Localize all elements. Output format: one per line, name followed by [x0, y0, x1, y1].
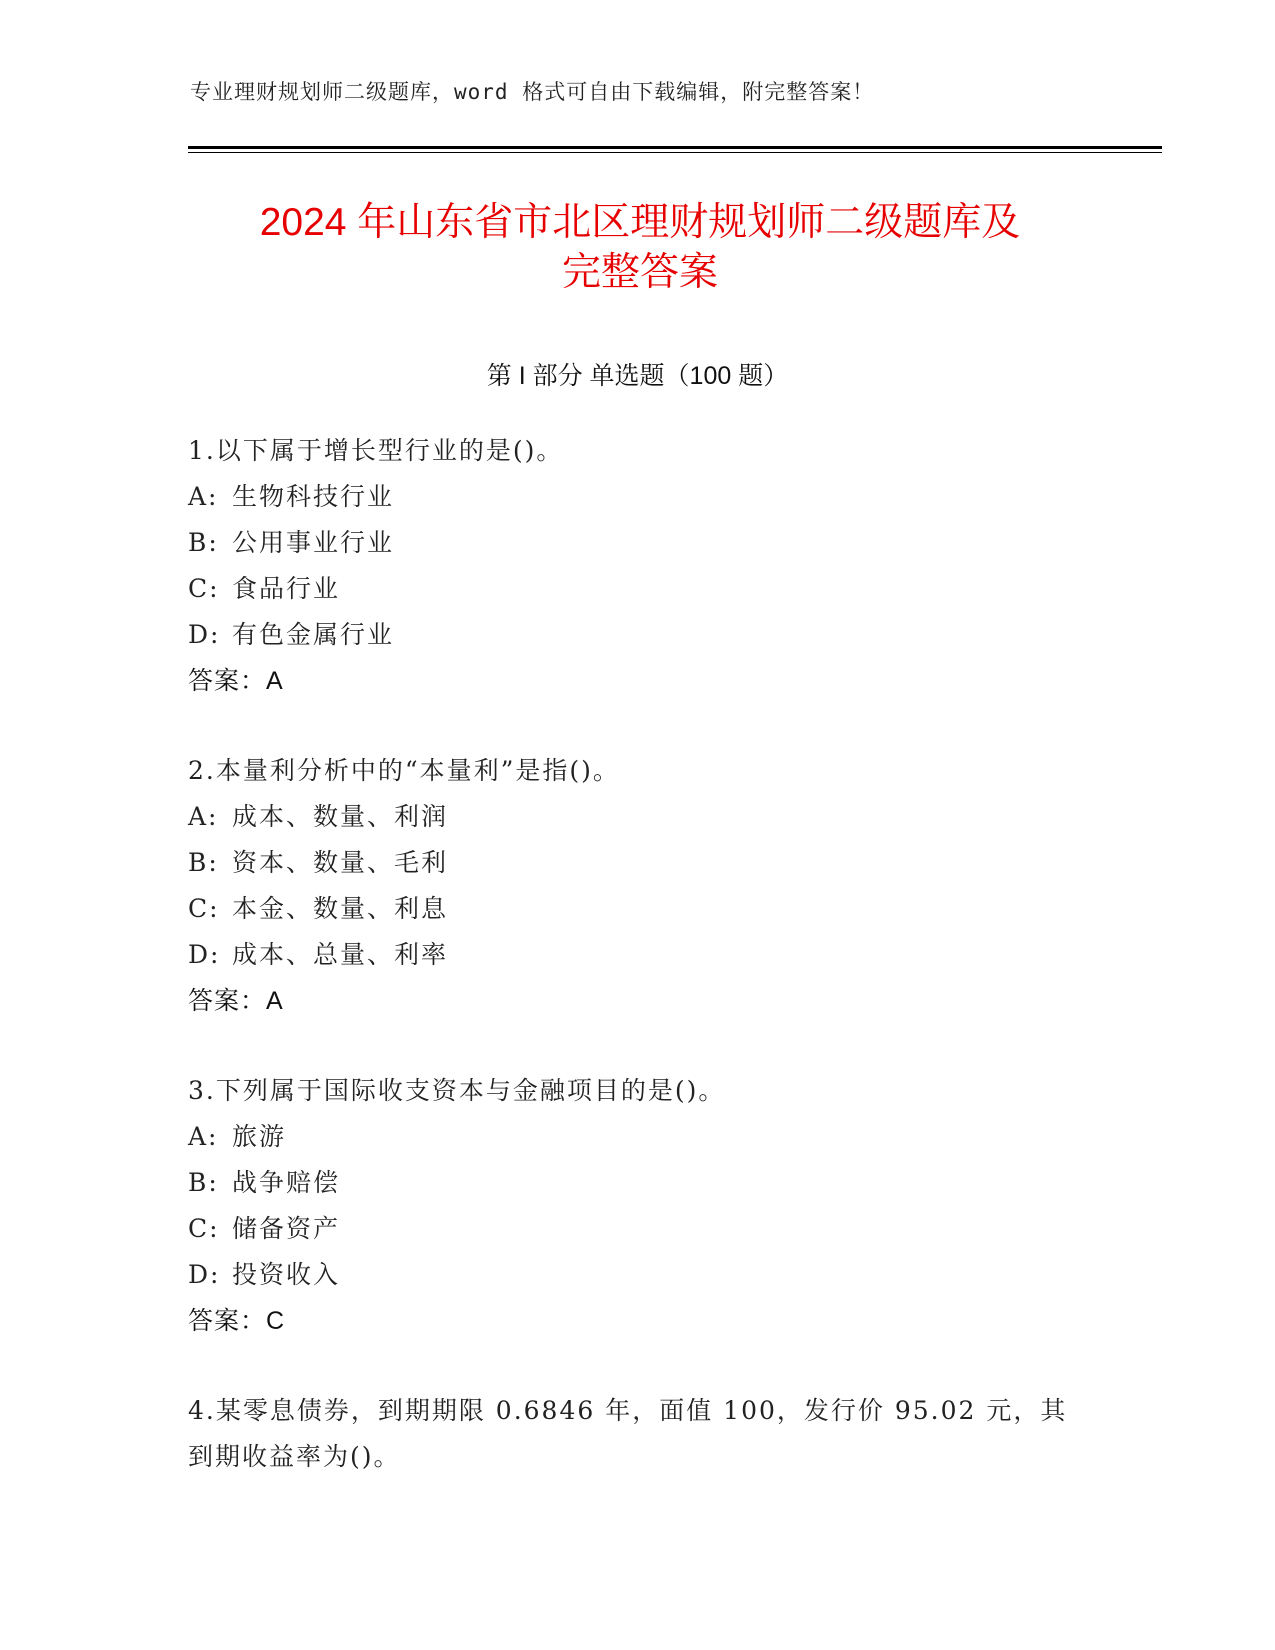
question-stem-line-1: 4.某零息债券，到期期限 0.6846 年，面值 100，发行价 95.02 元，其	[188, 1396, 1068, 1425]
option-text: 食品行业	[232, 574, 341, 603]
option-text: 本金、数量、利息	[232, 894, 449, 923]
answer: 答案：A	[188, 667, 284, 695]
question-3	[188, 1068, 1088, 1344]
option-c	[188, 886, 1088, 932]
question-stem: 2.本量利分析中的“本量利”是指()。	[188, 756, 620, 785]
option-letter: C:	[188, 894, 220, 923]
option-text: 投资收入	[232, 1260, 341, 1289]
option-letter: D:	[188, 1260, 221, 1289]
option-d	[188, 1252, 1088, 1298]
option-d	[188, 612, 1088, 658]
option-letter: A:	[188, 482, 219, 511]
answer: 答案：A	[188, 987, 284, 1015]
option-a	[188, 474, 1088, 520]
option-letter: B:	[188, 1168, 219, 1197]
option-text: 公用事业行业	[232, 528, 395, 557]
option-c	[188, 566, 1088, 612]
question-1	[188, 428, 1088, 704]
option-text: 成本、数量、利润	[232, 802, 449, 831]
option-letter: B:	[188, 528, 219, 557]
question-stem: 1.以下属于增长型行业的是()。	[188, 436, 564, 465]
answer: 答案：C	[188, 1307, 286, 1335]
question-stem: 3.下列属于国际收支资本与金融项目的是()。	[188, 1076, 726, 1105]
option-text: 生物科技行业	[232, 482, 395, 511]
document-title	[160, 198, 1120, 298]
option-a	[188, 1114, 1088, 1160]
option-b	[188, 1160, 1088, 1206]
option-text: 有色金属行业	[232, 620, 395, 649]
option-text: 旅游	[232, 1122, 287, 1151]
question-stem-line-2: 到期收益率为()。	[188, 1442, 401, 1471]
document-title-line-1: 2024 年山东省市北区理财规划师二级题库及	[259, 201, 1021, 244]
option-letter: C:	[188, 574, 220, 603]
question-2	[188, 748, 1088, 1024]
option-b	[188, 520, 1088, 566]
option-text: 资本、数量、毛利	[232, 848, 449, 877]
option-c	[188, 1206, 1088, 1252]
option-letter: B:	[188, 848, 219, 877]
option-d	[188, 932, 1088, 978]
option-letter: D:	[188, 620, 221, 649]
question-4	[188, 1388, 1088, 1480]
section-title: 第 I 部分 单选题（100 题）	[486, 362, 789, 390]
header-rule-thin	[188, 152, 1162, 153]
option-b	[188, 840, 1088, 886]
option-letter: D:	[188, 940, 221, 969]
option-text: 储备资产	[232, 1214, 341, 1243]
document-title-line-2: 完整答案	[561, 251, 718, 294]
option-text: 成本、总量、利率	[232, 940, 449, 969]
option-letter: A:	[188, 802, 219, 831]
option-letter: A:	[188, 1122, 219, 1151]
option-letter: C:	[188, 1214, 220, 1243]
option-a	[188, 794, 1088, 840]
option-text: 战争赔偿	[232, 1168, 341, 1197]
header-note: 专业理财规划师二级题库，word 格式可自由下载编辑，附完整答案！	[190, 80, 875, 104]
header-rule-thick	[188, 146, 1162, 149]
